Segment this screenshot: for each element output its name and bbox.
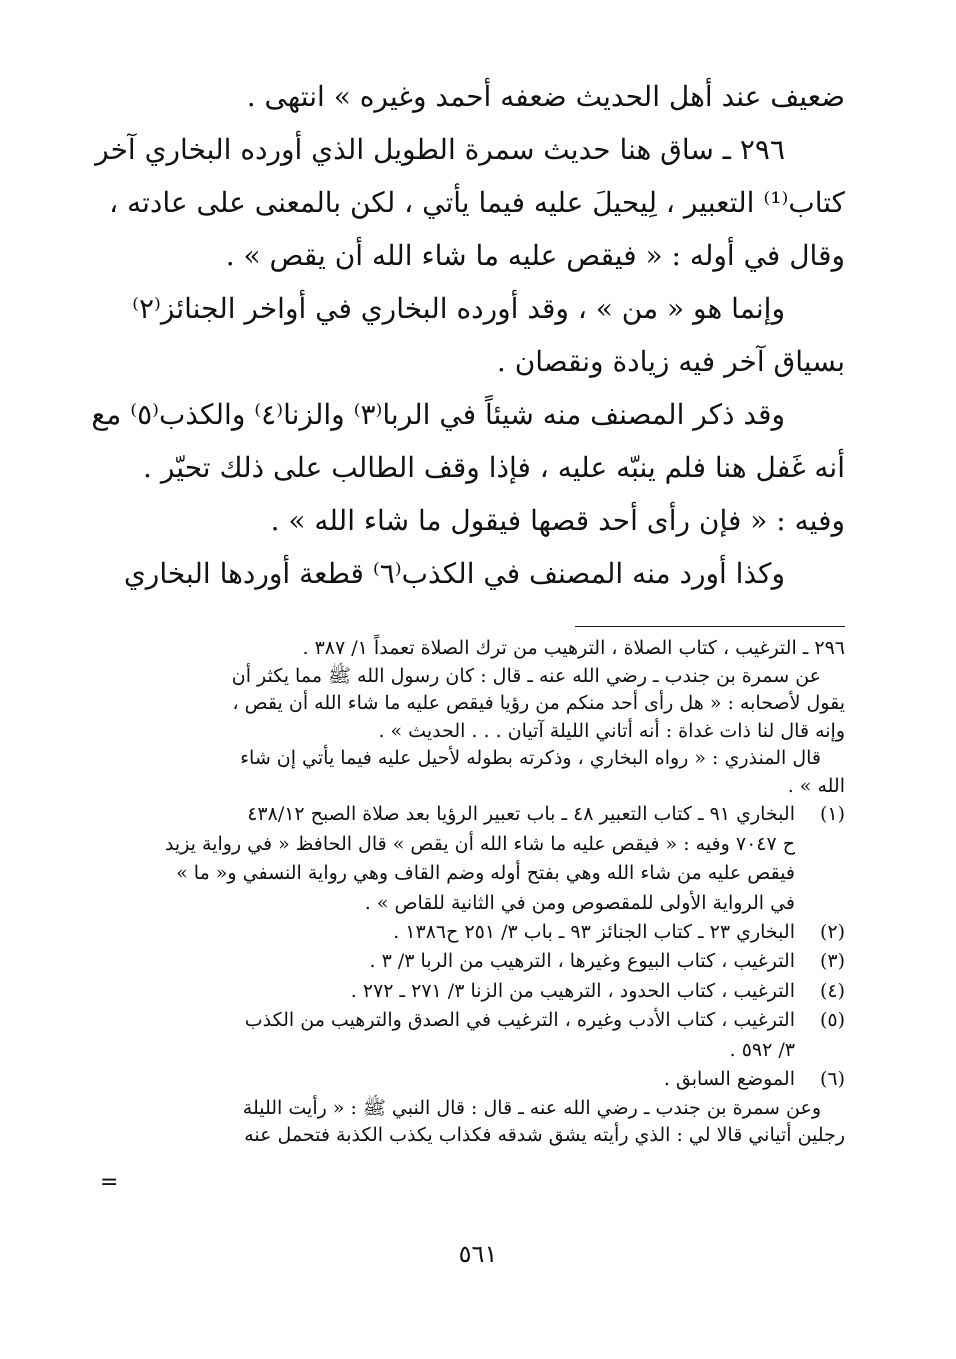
main-text-line: وقال في أوله : « فيقص عليه ما شاء الله أن يقص » . — [225, 239, 845, 272]
footnote-line: الترغيب ، كتاب الحدود ، الترهيب من الزنا ٣/ ٢٧١ ـ ٢٧٢ . — [350, 979, 795, 1002]
footnote-item — [145, 800, 845, 918]
footnote-line: الترغيب ، كتاب البيوع وغيرها ، الترهيب من الربا ٣/ ٣ . — [369, 950, 795, 973]
footnote-number: (٢) — [819, 921, 845, 944]
main-text — [91, 78, 845, 608]
footnote-intro-line: عن سمرة بن جندب ـ رضي الله عنه ـ قال : كان رسول الله ﷺ مما يكثر أن — [231, 664, 821, 687]
footnote-line: الترغيب ، كتاب الأدب وغيره ، الترغيب في الصدق والترهيب من الكذب — [244, 1009, 795, 1032]
footnote-tail-line: وعن سمرة بن جندب ـ رضي الله عنه ـ قال : قال النبي ﷺ : « رأيت الليلة — [242, 1096, 821, 1119]
main-text-line: ٢٩٦ ـ ساق هنا حديث سمرة الطويل الذي أورده البخاري آخر — [95, 133, 785, 166]
footnote-line: في الرواية الأولى للمقصوص ومن في الثانية للقاص » . — [364, 891, 795, 914]
footnote-line: ح ٧٠٤٧ وفيه : « فيقص عليه ما شاء الله أن يقص » قال الحافظ « في رواية يزيد — [164, 832, 795, 855]
page-number: ٥٦١ — [458, 1240, 498, 1268]
footnote-number: (٣) — [819, 950, 845, 973]
footnote-item — [145, 918, 845, 947]
footnote-intro-line: يقول لأصحابه : « هل رأى أحد منكم من رؤيا فيقص عليه ما شاء الله أن يقص ، — [232, 692, 845, 715]
footnote-intro-line: ٢٩٦ ـ الترغيب ، كتاب الصلاة ، الترهيب من ترك الصلاة تعمداً ١/ ٣٨٧ . — [302, 637, 845, 659]
footnote-text — [145, 1065, 795, 1094]
footnote-line: البخاري ٢٣ ـ كتاب الجنائز ٩٣ ـ باب ٣/ ٢٥١ ح١٣٨٦ . — [393, 921, 795, 944]
footnote-text — [145, 918, 795, 947]
continuation-mark: = — [100, 1170, 119, 1195]
footnote-text — [145, 947, 795, 976]
footnote-number: (٤) — [819, 979, 845, 1002]
main-text-line: بسياق آخر فيه زيادة ونقصان . — [496, 345, 845, 378]
main-text-line: ضعيف عند أهل الحديث ضعفه أحمد وغيره » انتهى . — [246, 80, 845, 113]
page-body — [91, 78, 845, 1150]
footnote-number: (٦) — [819, 1068, 845, 1091]
main-text-line: وكذا أورد منه المصنف في الكذب⁽٦⁾ قطعة أوردها البخاري — [123, 557, 785, 590]
main-text-line: أنه غَفل هنا فلم ينبّه عليه ، فإذا وقف الطالب على ذلك تحيّر . — [143, 451, 845, 484]
footnote-number: (١) — [819, 803, 845, 826]
footnote-item — [145, 1006, 845, 1065]
footnote-line: ٣/ ٥٩٢ . — [729, 1038, 795, 1061]
footnote-intro — [145, 635, 845, 800]
footnote-item — [145, 977, 845, 1006]
footnote-item — [145, 947, 845, 976]
footnote-list — [145, 800, 845, 1094]
main-text-line: وإنما هو « من » ، وقد أورده البخاري في أواخر الجنائز⁽٢⁾ — [132, 292, 785, 325]
footnote-line: الموضع السابق . — [663, 1068, 795, 1091]
footnote-intro-line: وإنه قال لنا ذات غداة : أنه أتاني الليلة آتيان . . . الحديث » . — [378, 719, 845, 742]
footnote-line: فيقص عليه من شاء الله وهي بفتح أوله وضم القاف وهي رواية النسفي و« ما » — [176, 862, 795, 885]
main-text-line: كتاب⁽¹⁾ التعبير ، لِيحيلَ عليه فيما يأتي ، لكن بالمعنى على عادته ، — [109, 186, 845, 219]
footnote-item — [145, 1065, 845, 1094]
footnote-intro-line: الله » . — [787, 774, 845, 797]
main-text-line: وقد ذكر المصنف منه شيئاً في الربا⁽٣⁾ والزنا⁽٤⁾ والكذب⁽٥⁾ مع — [91, 398, 785, 431]
footnote-intro-line: قال المنذري : « رواه البخاري ، وذكرته بطوله لأحيل عليه فيما يأتي إن شاء — [240, 747, 821, 770]
footnote-tail-line: رجلين أتياني قالا لي : الذي رأيته يشق شدقه فكذاب يكذب الكذبة فتحمل عنه — [244, 1124, 845, 1147]
footnote-number: (٥) — [819, 1009, 845, 1032]
footnote-line: البخاري ٩١ ـ كتاب التعبير ٤٨ ـ باب تعبير الرؤيا بعد صلاة الصبح ٤٣٨/١٢ — [247, 803, 795, 826]
footnote-separator — [575, 626, 845, 627]
main-text-line: وفيه : « فإن رأى أحد قصها فيقول ما شاء الله » . — [270, 504, 845, 537]
footnote-text — [145, 800, 795, 918]
footnote-text — [145, 977, 795, 1006]
footnote-tail — [145, 1095, 845, 1150]
footnote-text — [145, 1006, 795, 1065]
